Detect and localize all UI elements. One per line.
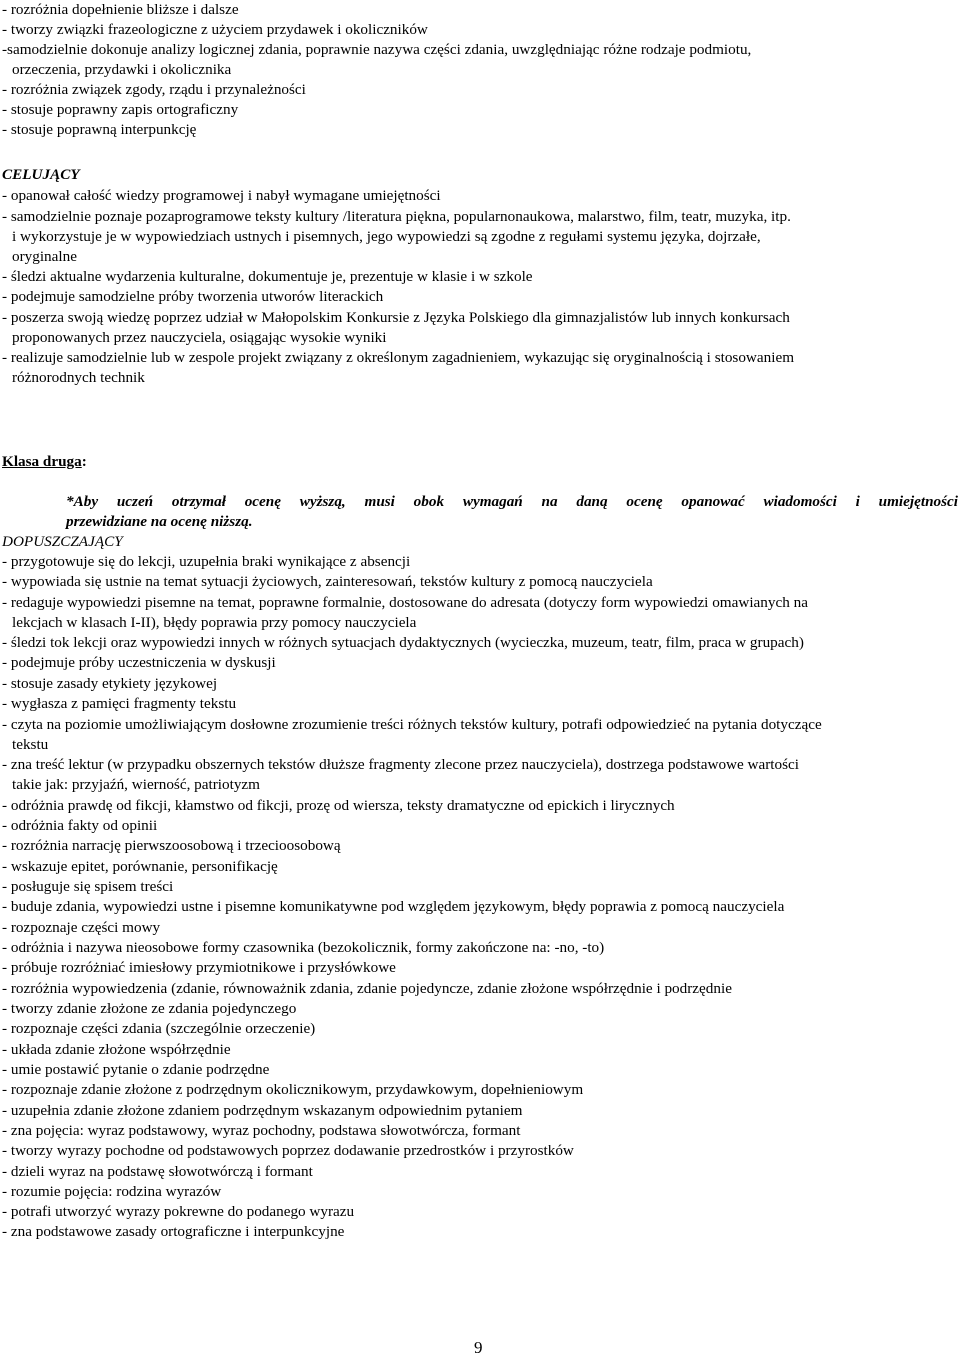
text-line: - odróżnia prawdę od fikcji, kłamstwo od fikcji, prozę od wiersza, teksty dramatyczne od epickich i lirycznych [2,797,675,814]
section-heading-colon: : [81,453,87,470]
grade-heading-celujacy: CELUJĄCY [2,166,80,183]
text-line: - rozróżnia narrację pierwszoosobową i trzecioosobową [2,837,341,854]
text-line: - zna treść lektur (w przypadku obszernych tekstów dłuższe fragmenty zlecone przez nauczyciela), dostrzega podstawowe wartości [2,756,799,773]
text-line: - odróżnia fakty od opinii [2,817,158,834]
text-line: -samodzielnie dokonuje analizy logicznej zdania, poprawnie nazywa części zdania, uwzględniając różne rodzaje podmiotu, [2,41,752,58]
text-line: - dzieli wyraz na podstawę słowotwórczą i formant [2,1163,313,1180]
note-line: *Aby uczeń otrzymał ocenę wyższą, musi obok wymagań na daną ocenę opanować wiadomości i umiejętności [66,493,958,510]
text-line: - rozpoznaje części mowy [2,919,161,936]
text-line: - wskazuje epitet, porównanie, personifikację [2,858,278,875]
text-line: - poszerza swoją wiedzę poprzez udział w Małopolskim Konkursie z Języka Polskiego dla gimnazjalistów lub innych konkursach [2,309,790,326]
text-line: - tworzy zdanie złożone ze zdania pojedynczego [2,1000,297,1017]
text-line: - stosuje poprawną interpunkcję [2,121,197,138]
text-line: - śledzi aktualne wydarzenia kulturalne, dokumentuje je, prezentuje w klasie i w szkole [2,268,533,285]
text-line: - czyta na poziomie umożliwiającym dosłowne zrozumienie treści różnych tekstów kultury, potrafi odpowiedzieć na pytania dotyczące [2,716,822,733]
text-line: - stosuje poprawny zapis ortograficzny [2,101,239,118]
text-line: - umie postawić pytanie o zdanie podrzędne [2,1061,270,1078]
section-heading-text: Klasa druga [2,453,82,470]
text-line: - podejmuje samodzielne próby tworzenia utworów literackich [2,288,384,305]
text-line: lekcjach w klasach I-II), błędy poprawia przy pomocy nauczyciela [12,614,417,631]
text-line: - rozróżnia dopełnienie bliższe i dalsze [2,1,239,18]
section-heading [2,452,87,472]
text-line: - redaguje wypowiedzi pisemne na temat, poprawne formalnie, dostosowane do adresata (dotyczy form wypowiedzi omawianych na [2,594,808,611]
page-number: 9 [474,1338,483,1357]
text-line: - wygłasza z pamięci fragmenty tekstu [2,695,237,712]
text-line: - podejmuje próby uczestniczenia w dyskusji [2,654,276,671]
text-line: - opanował całość wiedzy programowej i nabył wymagane umiejętności [2,187,441,204]
text-line: - stosuje zasady etykiety językowej [2,675,218,692]
text-line: - buduje zdania, wypowiedzi ustne i pisemne komunikatywne pod względem językowym, błędy poprawia z pomocą nauczyciela [2,898,785,915]
note-line: przewidziane na ocenę niższą. [66,513,253,530]
text-line: - rozróżnia związek zgody, rządu i przynależności [2,81,306,98]
text-line: - tworzy wyrazy pochodne od podstawowych poprzez dodawanie przedrostków i przyrostków [2,1142,574,1159]
text-line: - rozpoznaje części zdania (szczególnie orzeczenie) [2,1020,316,1037]
text-line: - uzupełnia zdanie złożone zdaniem podrzędnym wskazanym odpowiednim pytaniem [2,1102,523,1119]
text-line: tekstu [12,736,49,753]
text-line: orzeczenia, przydawki i okolicznika [12,61,232,78]
text-line: takie jak: przyjaźń, wierność, patriotyzm [12,776,260,793]
text-line: - odróżnia i nazywa nieosobowe formy czasownika (bezokolicznik, formy zakończone na: -no, -to) [2,939,605,956]
text-line: proponowanych przez nauczyciela, osiągając wysokie wyniki [12,329,387,346]
text-line: różnorodnych technik [12,369,145,386]
text-line: - zna podstawowe zasady ortograficzne i interpunkcyjne [2,1223,345,1240]
text-line: - przygotowuje się do lekcji, uzupełnia braki wynikające z absencji [2,553,411,570]
text-line: - potrafi utworzyć wyrazy pokrewne do podanego wyrazu [2,1203,355,1220]
text-line: - samodzielnie poznaje pozaprogramowe teksty kultury /literatura piękna, popularnonaukowa, malarstwo, film, teatr, muzyka, itp. [2,208,791,225]
text-line: - posługuje się spisem treści [2,878,174,895]
text-line: - rozumie pojęcia: rodzina wyrazów [2,1183,222,1200]
text-line: - wypowiada się ustnie na temat sytuacji życiowych, zainteresowań, tekstów kultury z pomocą nauczyciela [2,573,653,590]
text-line: - rozpoznaje zdanie złożone z podrzędnym okolicznikowym, przydawkowym, dopełnieniowym [2,1081,584,1098]
text-line: - układa zdanie złożone współrzędnie [2,1041,231,1058]
text-line: - próbuje rozróżniać imiesłowy przymiotnikowe i przysłówkowe [2,959,396,976]
text-line: oryginalne [12,248,77,265]
text-line: - zna pojęcia: wyraz podstawowy, wyraz pochodny, podstawa słowotwórcza, formant [2,1122,521,1139]
text-line: - rozróżnia wypowiedzenia (zdanie, równoważnik zdania, zdanie pojedyncze, zdanie złożone współrzędnie i podrzędnie [2,980,732,997]
text-line: i wykorzystuje je w wypowiedziach ustnych i pisemnych, jego wypowiedzi są zgodne z regułami systemu języka, dojrzałe, [12,228,761,245]
grade-heading-dopuszczajacy: DOPUSZCZAJĄCY [2,533,123,550]
text-line: - tworzy związki frazeologiczne z użyciem przydawek i okoliczników [2,21,428,38]
text-line: - realizuje samodzielnie lub w zespole projekt związany z określonym zagadnieniem, wykazując się oryginalnością i stosowaniem [2,349,795,366]
text-line: - śledzi tok lekcji oraz wypowiedzi innych w różnych sytuacjach dydaktycznych (wycieczka, muzeum, teatr, film, praca w grupach) [2,634,804,651]
